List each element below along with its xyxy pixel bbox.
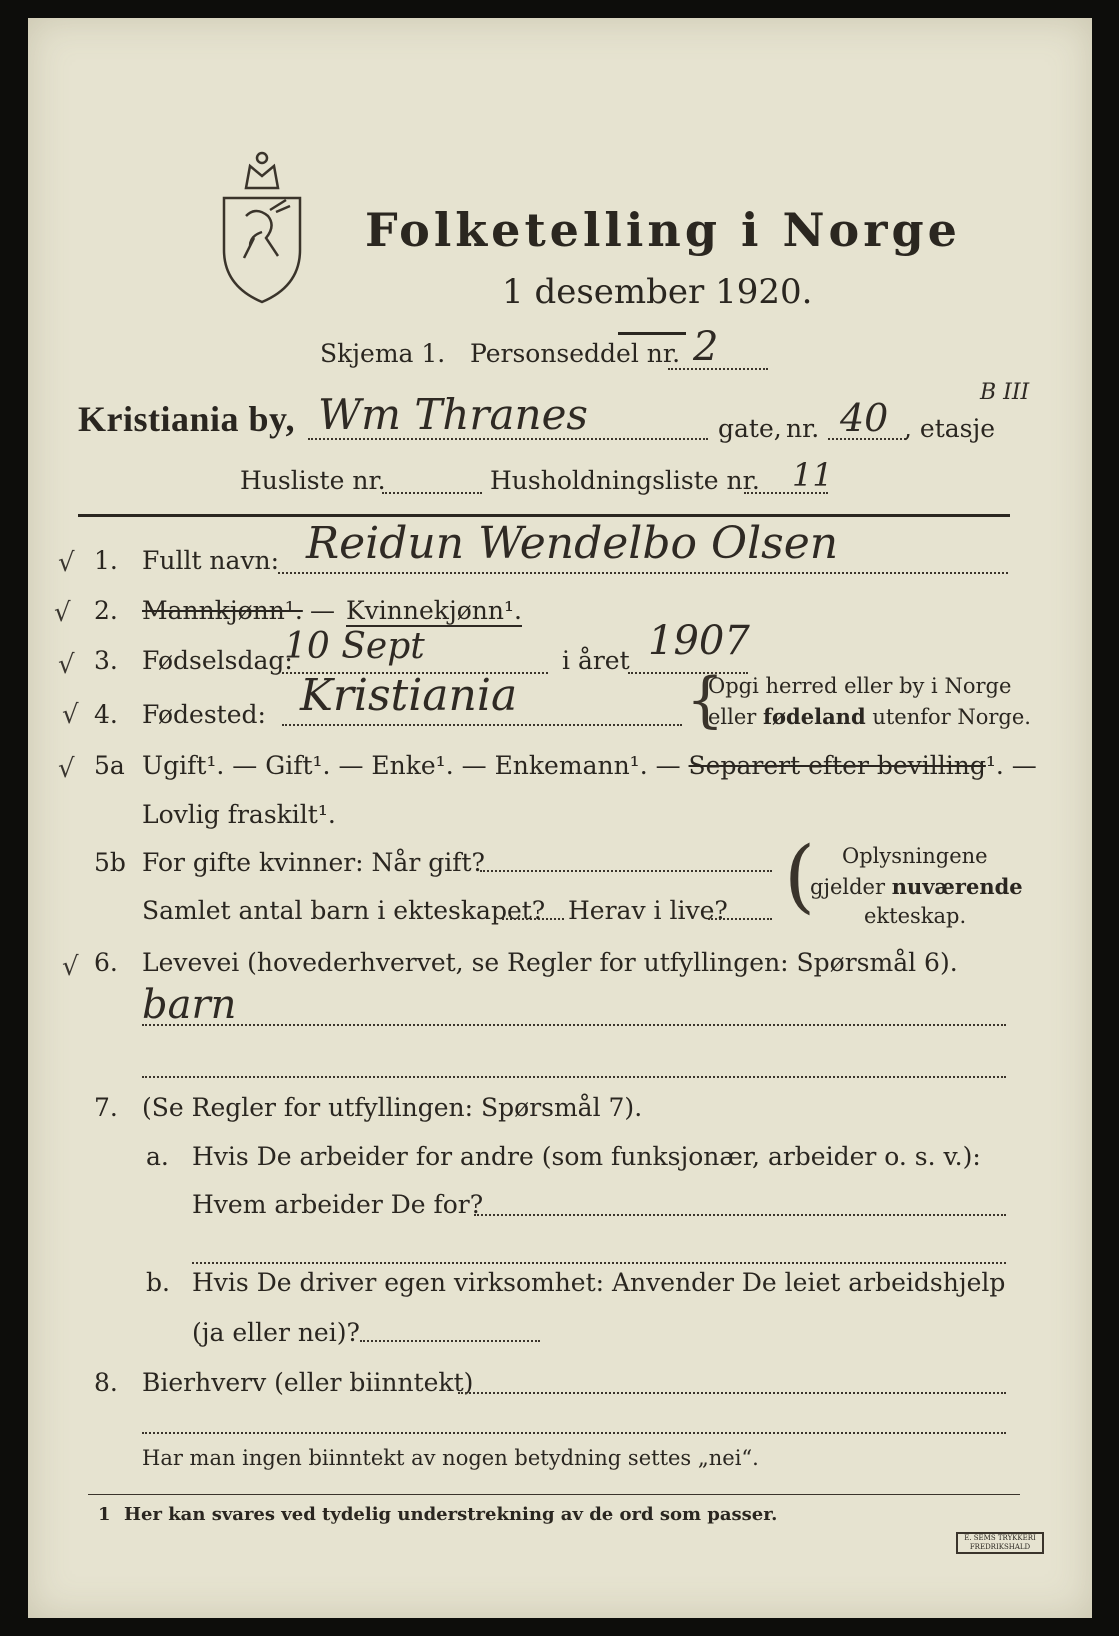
gate-label: gate, bbox=[718, 414, 782, 443]
form-title: Folketelling i Norge bbox=[365, 203, 961, 257]
q2-number: 2. bbox=[94, 596, 118, 625]
nr-value: 40 bbox=[840, 396, 889, 440]
q2-male-option: Mannkjønn¹. bbox=[142, 596, 303, 625]
nr-label: nr. bbox=[786, 414, 820, 443]
q4-number: 4. bbox=[94, 700, 118, 729]
q3-birth-year: 1907 bbox=[648, 618, 750, 664]
q7-number: 7. bbox=[94, 1093, 118, 1122]
q5a-lovlig: Lovlig fraskilt¹. bbox=[142, 800, 336, 829]
q7a-sub-label: Hvem arbeider De for? bbox=[192, 1190, 484, 1219]
footnote-number: 1 bbox=[98, 1504, 111, 1525]
q4-label: Fødested: bbox=[142, 700, 266, 729]
printer-line-2: FREDRIKSHALD bbox=[969, 1543, 1031, 1551]
check-mark-3: √ bbox=[58, 650, 75, 680]
q1-full-name: Reidun Wendelbo Olsen bbox=[306, 518, 839, 569]
q4-line bbox=[282, 724, 682, 726]
check-mark-2: √ bbox=[54, 598, 71, 628]
footer-divider bbox=[88, 1494, 1020, 1495]
q5b-alive-line bbox=[708, 918, 772, 920]
personseddel-label: Personseddel nr. bbox=[470, 339, 681, 368]
q5b-note-line1: Oplysningene bbox=[842, 844, 988, 868]
census-form-page bbox=[28, 18, 1092, 1618]
q5a-options-line bbox=[142, 751, 1037, 780]
footer-note: Har man ingen biinntekt av nogen betydning settes „nei“. bbox=[142, 1446, 759, 1470]
q7b-label: Hvis De driver egen virksomhet: Anvender De leiet arbeidshjelp bbox=[192, 1268, 1006, 1297]
q5b-note-line2 bbox=[810, 874, 1023, 899]
q7b-number: b. bbox=[146, 1268, 170, 1297]
q7-label: (Se Regler for utfyllingen: Spørsmål 7). bbox=[142, 1093, 643, 1122]
q4-birthplace: Kristiania bbox=[300, 670, 518, 721]
check-mark-1: √ bbox=[58, 548, 75, 578]
q6-line-2 bbox=[142, 1076, 1006, 1078]
printer-line-1: E. SEMS TRYKKERI bbox=[964, 1534, 1036, 1542]
city-label: Kristiania by, bbox=[78, 399, 296, 439]
q4-note-part-c: utenfor Norge. bbox=[865, 705, 1031, 729]
street-value: Wm Thranes bbox=[318, 390, 588, 439]
title-divider bbox=[618, 332, 686, 335]
census-date: 1 desember 1920. bbox=[502, 272, 813, 312]
q4-note-line1: Opgi herred eller by i Norge bbox=[708, 674, 1012, 698]
etasje-label: , etasje bbox=[904, 414, 996, 443]
norway-coat-of-arms-icon bbox=[206, 146, 318, 306]
q5a-enkemann: Enkemann¹. bbox=[494, 751, 648, 780]
q7b-line bbox=[360, 1340, 540, 1342]
q3-label: Fødselsdag: bbox=[142, 646, 293, 675]
q5a-sep-2: — bbox=[338, 751, 364, 780]
q5b-note-part-a: gjelder bbox=[810, 875, 892, 899]
husholdning-label: Husholdningsliste nr. bbox=[490, 466, 760, 495]
check-mark-5a: √ bbox=[58, 754, 75, 784]
q2-female-option: Kvinnekjønn¹. bbox=[346, 596, 522, 625]
q5b-children-line bbox=[502, 918, 564, 920]
q3-birth-date: 10 Sept bbox=[284, 626, 425, 667]
q7a-line-1 bbox=[474, 1214, 1006, 1216]
q5b-note-line3: ekteskap. bbox=[864, 904, 967, 928]
q2-dash: — bbox=[310, 596, 335, 625]
q8-line-1 bbox=[458, 1392, 1006, 1394]
q5b-children-label: Samlet antal barn i ekteskapet? bbox=[142, 896, 546, 925]
q6-number: 6. bbox=[94, 948, 118, 977]
q3-number: 3. bbox=[94, 646, 118, 675]
q4-note-part-a: eller bbox=[708, 705, 764, 729]
q5a-enke: Enke¹. bbox=[371, 751, 454, 780]
q1-number: 1. bbox=[94, 546, 118, 575]
q5a-gift: Gift¹. bbox=[265, 751, 331, 780]
q5b-number: 5b bbox=[94, 848, 126, 877]
husliste-line bbox=[382, 492, 482, 494]
q5b-label: For gifte kvinner: Når gift? bbox=[142, 848, 485, 877]
q7b-sub-label: (ja eller nei)? bbox=[192, 1318, 360, 1347]
q5a-sep-4: — bbox=[655, 751, 681, 780]
husholdning-value: 11 bbox=[792, 456, 833, 494]
q6-label: Levevei (hovederhvervet, se Regler for utfyllingen: Spørsmål 6). bbox=[142, 948, 958, 977]
q5a-sep-3: — bbox=[461, 751, 487, 780]
check-mark-4: √ bbox=[62, 700, 79, 730]
q5a-separert: Separert efter bevilling bbox=[688, 751, 986, 780]
q5a-sep-1: — bbox=[232, 751, 258, 780]
q8-number: 8. bbox=[94, 1368, 118, 1397]
q6-occupation: barn bbox=[142, 982, 237, 1028]
q7a-line-2 bbox=[192, 1262, 1006, 1264]
q3-year-label: i året bbox=[562, 646, 630, 675]
q1-label: Fullt navn: bbox=[142, 546, 280, 575]
q5a-number: 5a bbox=[94, 751, 125, 780]
etasje-value: B III bbox=[980, 380, 1030, 405]
q8-line-2 bbox=[142, 1432, 1006, 1434]
q4-note-line2 bbox=[708, 704, 1031, 729]
schema-label: Skjema 1. bbox=[320, 339, 446, 368]
q5b-brace: ( bbox=[784, 829, 816, 922]
q4-brace: { bbox=[686, 665, 725, 735]
personseddel-value: 2 bbox=[693, 324, 719, 370]
q7a-label: Hvis De arbeider for andre (som funksjonær, arbeider o. s. v.): bbox=[192, 1142, 981, 1171]
check-mark-6: √ bbox=[62, 952, 79, 982]
q5b-alive-label: Herav i live? bbox=[568, 896, 728, 925]
q4-note-part-b: fødeland bbox=[763, 704, 866, 729]
q5b-note-part-b: nuværende bbox=[891, 874, 1023, 899]
q8-label: Bierhverv (eller biinntekt) bbox=[142, 1368, 474, 1397]
q5b-married-line bbox=[480, 870, 772, 872]
q7a-number: a. bbox=[146, 1142, 169, 1171]
footnote-text: Her kan svares ved tydelig understrekning av de ord som passer. bbox=[124, 1504, 778, 1525]
husliste-label: Husliste nr. bbox=[240, 466, 386, 495]
q5a-separert-tail: ¹. — bbox=[985, 751, 1037, 780]
printer-stamp bbox=[956, 1532, 1044, 1554]
header-divider bbox=[78, 514, 1010, 517]
q1-line bbox=[278, 572, 1008, 574]
q5a-ugift: Ugift¹. bbox=[142, 751, 225, 780]
q6-line-1 bbox=[142, 1024, 1006, 1026]
